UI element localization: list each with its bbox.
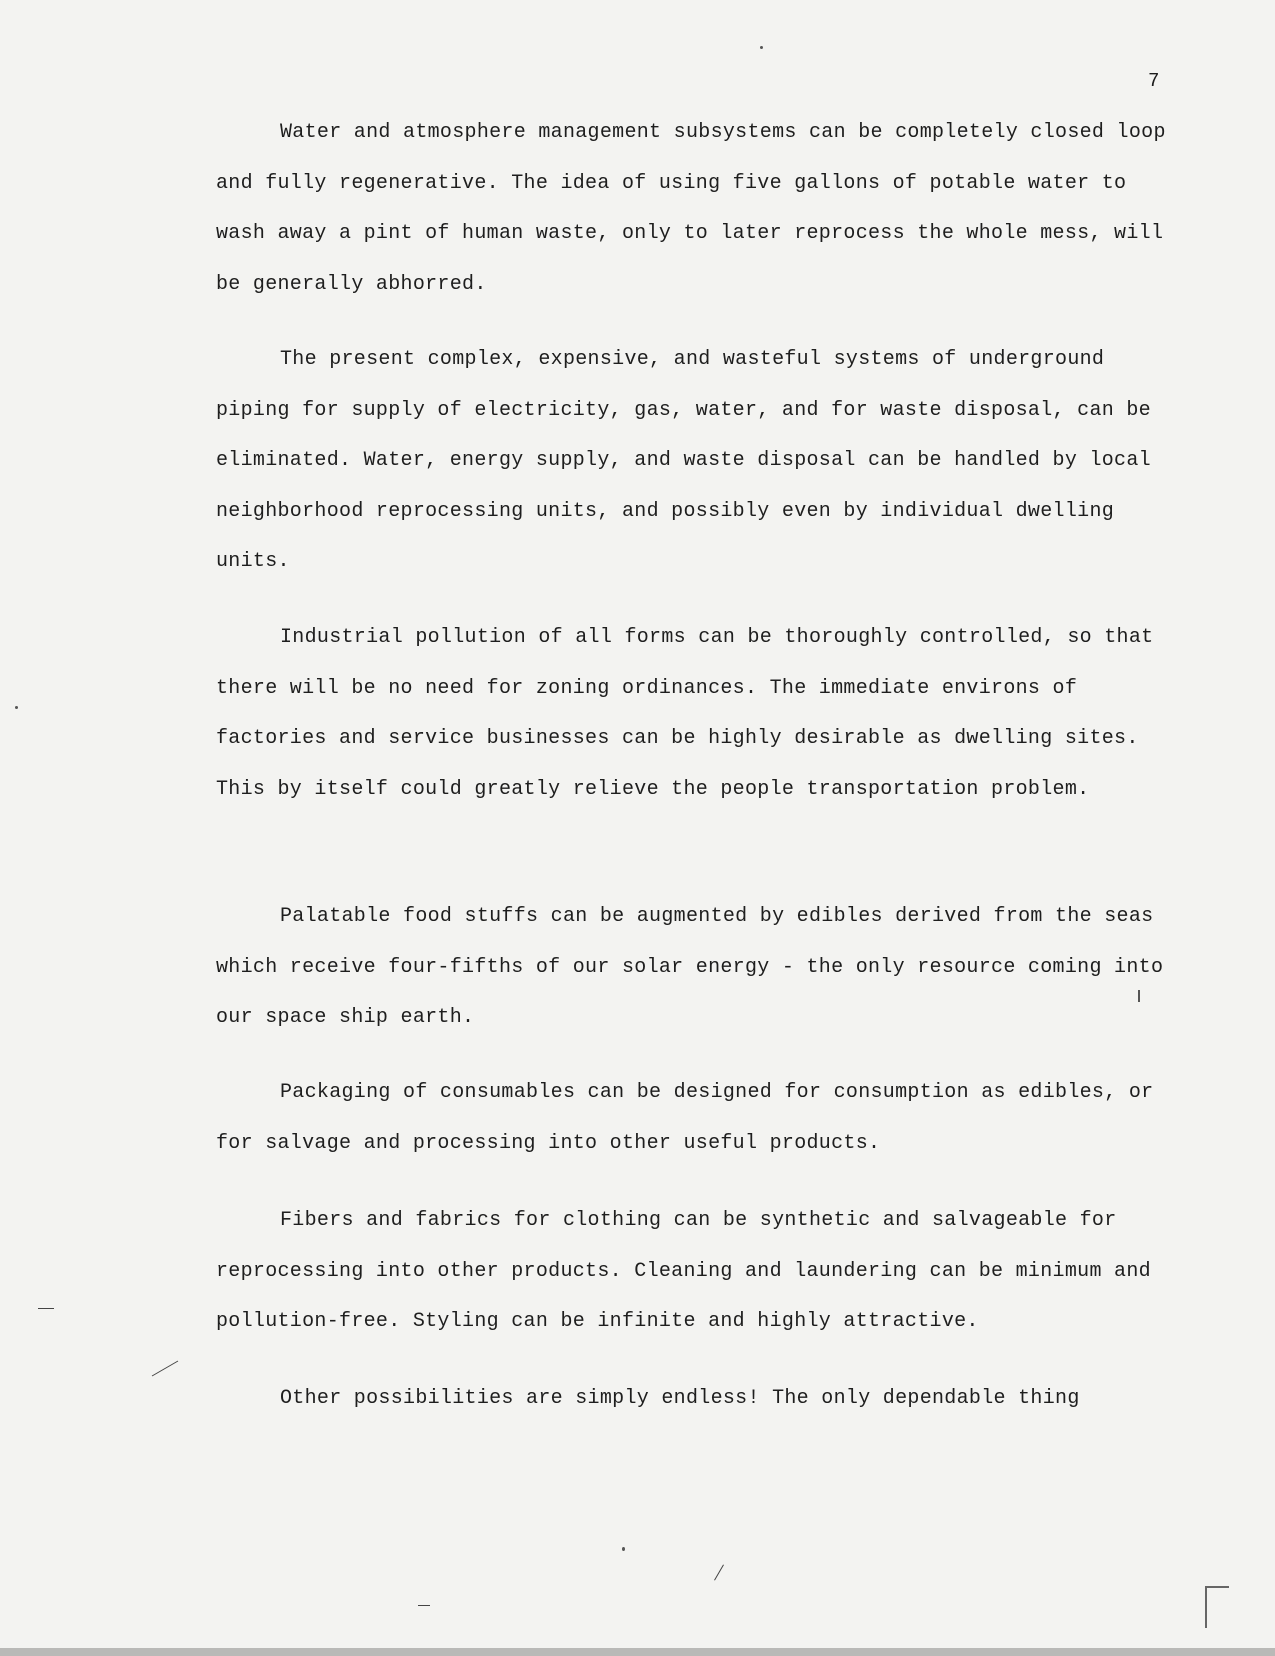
- scan-mark: [418, 1605, 430, 1606]
- paragraph-water-atmosphere: Water and atmosphere management subsystems can be completely closed loop and fully regenerative. The idea of using five gallons of potable water to wash away a pint of human waste, only to later reprocess the whole mess, will be generally abhorred.: [216, 121, 1166, 296]
- scan-speck: [760, 46, 763, 49]
- scan-speck: [1138, 990, 1140, 1002]
- page-number: 7: [1148, 70, 1160, 92]
- paragraph-other-possibilities: Other possibilities are simply endless! The only dependable thing: [280, 1387, 1080, 1410]
- scan-speck: [622, 1547, 625, 1551]
- scan-bottom-edge: [0, 1648, 1275, 1656]
- paragraph-fibers-fabrics: Fibers and fabrics for clothing can be synthetic and salvageable for reprocessing into other products. Cleaning and laundering can be minimum and pollution-free. Styling can be infinite and highly attractive.: [216, 1209, 1151, 1333]
- scan-mark: [714, 1564, 724, 1580]
- scan-speck: [15, 706, 18, 709]
- paragraph-underground-piping: The present complex, expensive, and wasteful systems of underground piping for supply of electricity, gas, water, and for waste disposal, can be eliminated. Water, energy supply, and waste disposal can be handled by local neighborhood reprocessing units, and possibly even by individual dwelling units.: [216, 348, 1151, 573]
- paragraph-industrial-pollution: Industrial pollution of all forms can be thoroughly controlled, so that there will be no need for zoning ordinances. The immediate environs of factories and service businesses can be highly desirable as dwelling sites. This by itself could greatly relieve the people transportation problem.: [216, 626, 1154, 801]
- paragraph-food-stuffs: Palatable food stuffs can be augmented by edibles derived from the seas which receive four-fifths of our solar energy - the only resource coming into our space ship earth.: [216, 905, 1164, 1029]
- paragraph-packaging: Packaging of consumables can be designed for consumption as edibles, or for salvage and processing into other useful products.: [216, 1081, 1154, 1155]
- scan-mark: [38, 1308, 54, 1309]
- scan-mark: [152, 1361, 178, 1377]
- corner-scribble: [1205, 1586, 1229, 1628]
